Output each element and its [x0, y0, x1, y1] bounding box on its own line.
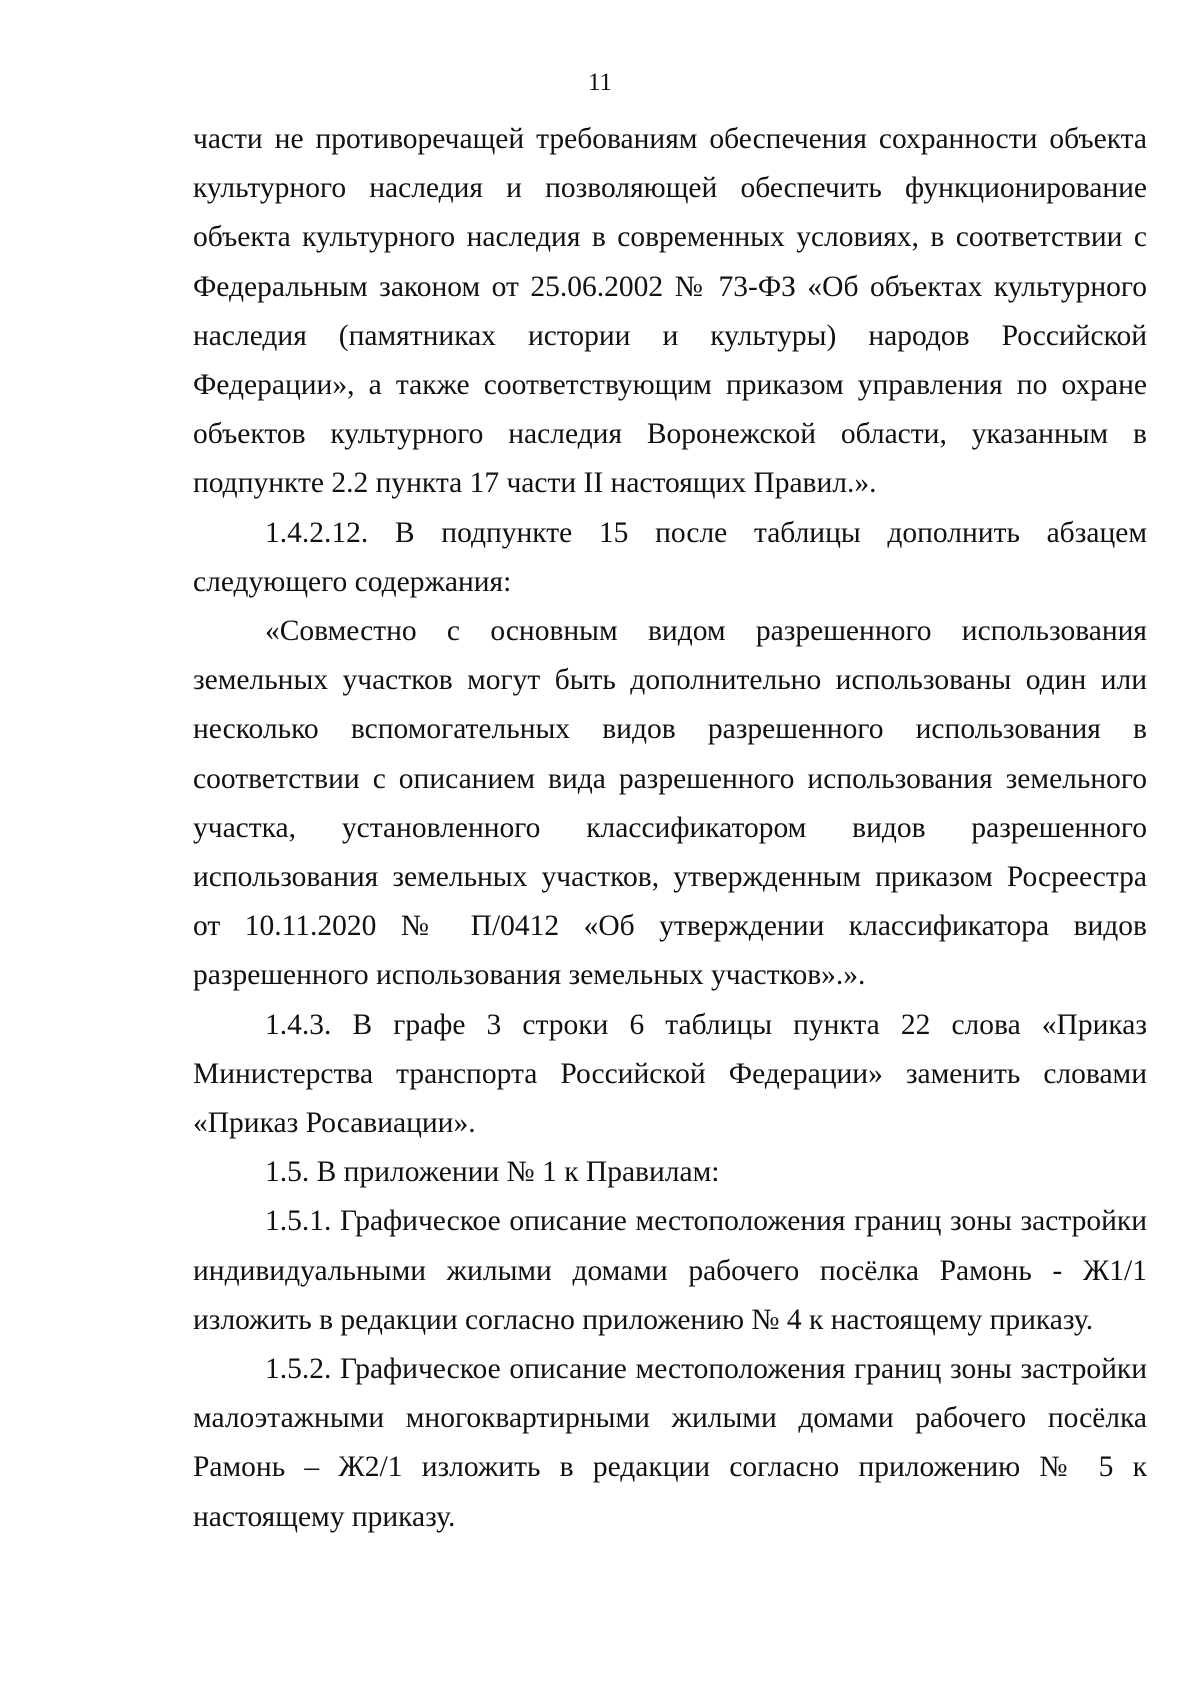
document-body	[193, 115, 1147, 1542]
page-number: 11	[587, 69, 613, 96]
paragraph-quoted-amendment: «Совместно с основным видом разрешенного использования земельных участков могут быть дополнительно использованы один или несколько вспомогательных видов разрешенного использования в соответствии с описанием вида разрешенного использования земельного участка, установленного классификатором видов разрешенного использования земельных участков, утвержденным приказом Росреестра от 10.11.2020 № П/0412 «Об утверждении классификатора видов разрешенного использования земельных участков».».	[193, 615, 1147, 992]
paragraph-1-4-3: 1.4.3. В графе 3 строки 6 таблицы пункта 22 слова «Приказ Министерства транспорта Российской Федерации» заменить словами «Приказ Росавиации».	[193, 1008, 1147, 1140]
paragraph-continuation: части не противоречащей требованиям обеспечения сохранности объекта культурного наследия и позволяющей обеспечить функционирование объекта культурного наследия в современных условиях, в соответствии с Федеральным законом от 25.06.2002 № 73-ФЗ «Об объектах культурного наследия (памятниках истории и культуры) народов Российской Федерации», а также соответствующим приказом управления по охране объектов культурного наследия Воронежской области, указанным в подпункте 2.2 пункта 17 части II настоящих Правил.».	[193, 123, 1147, 500]
paragraph-1-5-2: 1.5.2. Графическое описание местоположения границ зоны застройки малоэтажными многоквартирными жилыми домами рабочего посёлка Рамонь – Ж2/1 изложить в редакции согласно приложению № 5 к настоящему приказу.	[193, 1353, 1147, 1533]
paragraph-1-5: 1.5. В приложении № 1 к Правилам:	[265, 1156, 720, 1189]
paragraph-1-5-1: 1.5.1. Графическое описание местоположения границ зоны застройки индивидуальными жилыми домами рабочего посёлка Рамонь - Ж1/1 изложить в редакции согласно приложению № 4 к настоящему приказу.	[193, 1205, 1147, 1336]
paragraph-1-4-2-12: 1.4.2.12. В подпункте 15 после таблицы дополнить абзацем следующего содержания:	[193, 516, 1147, 598]
